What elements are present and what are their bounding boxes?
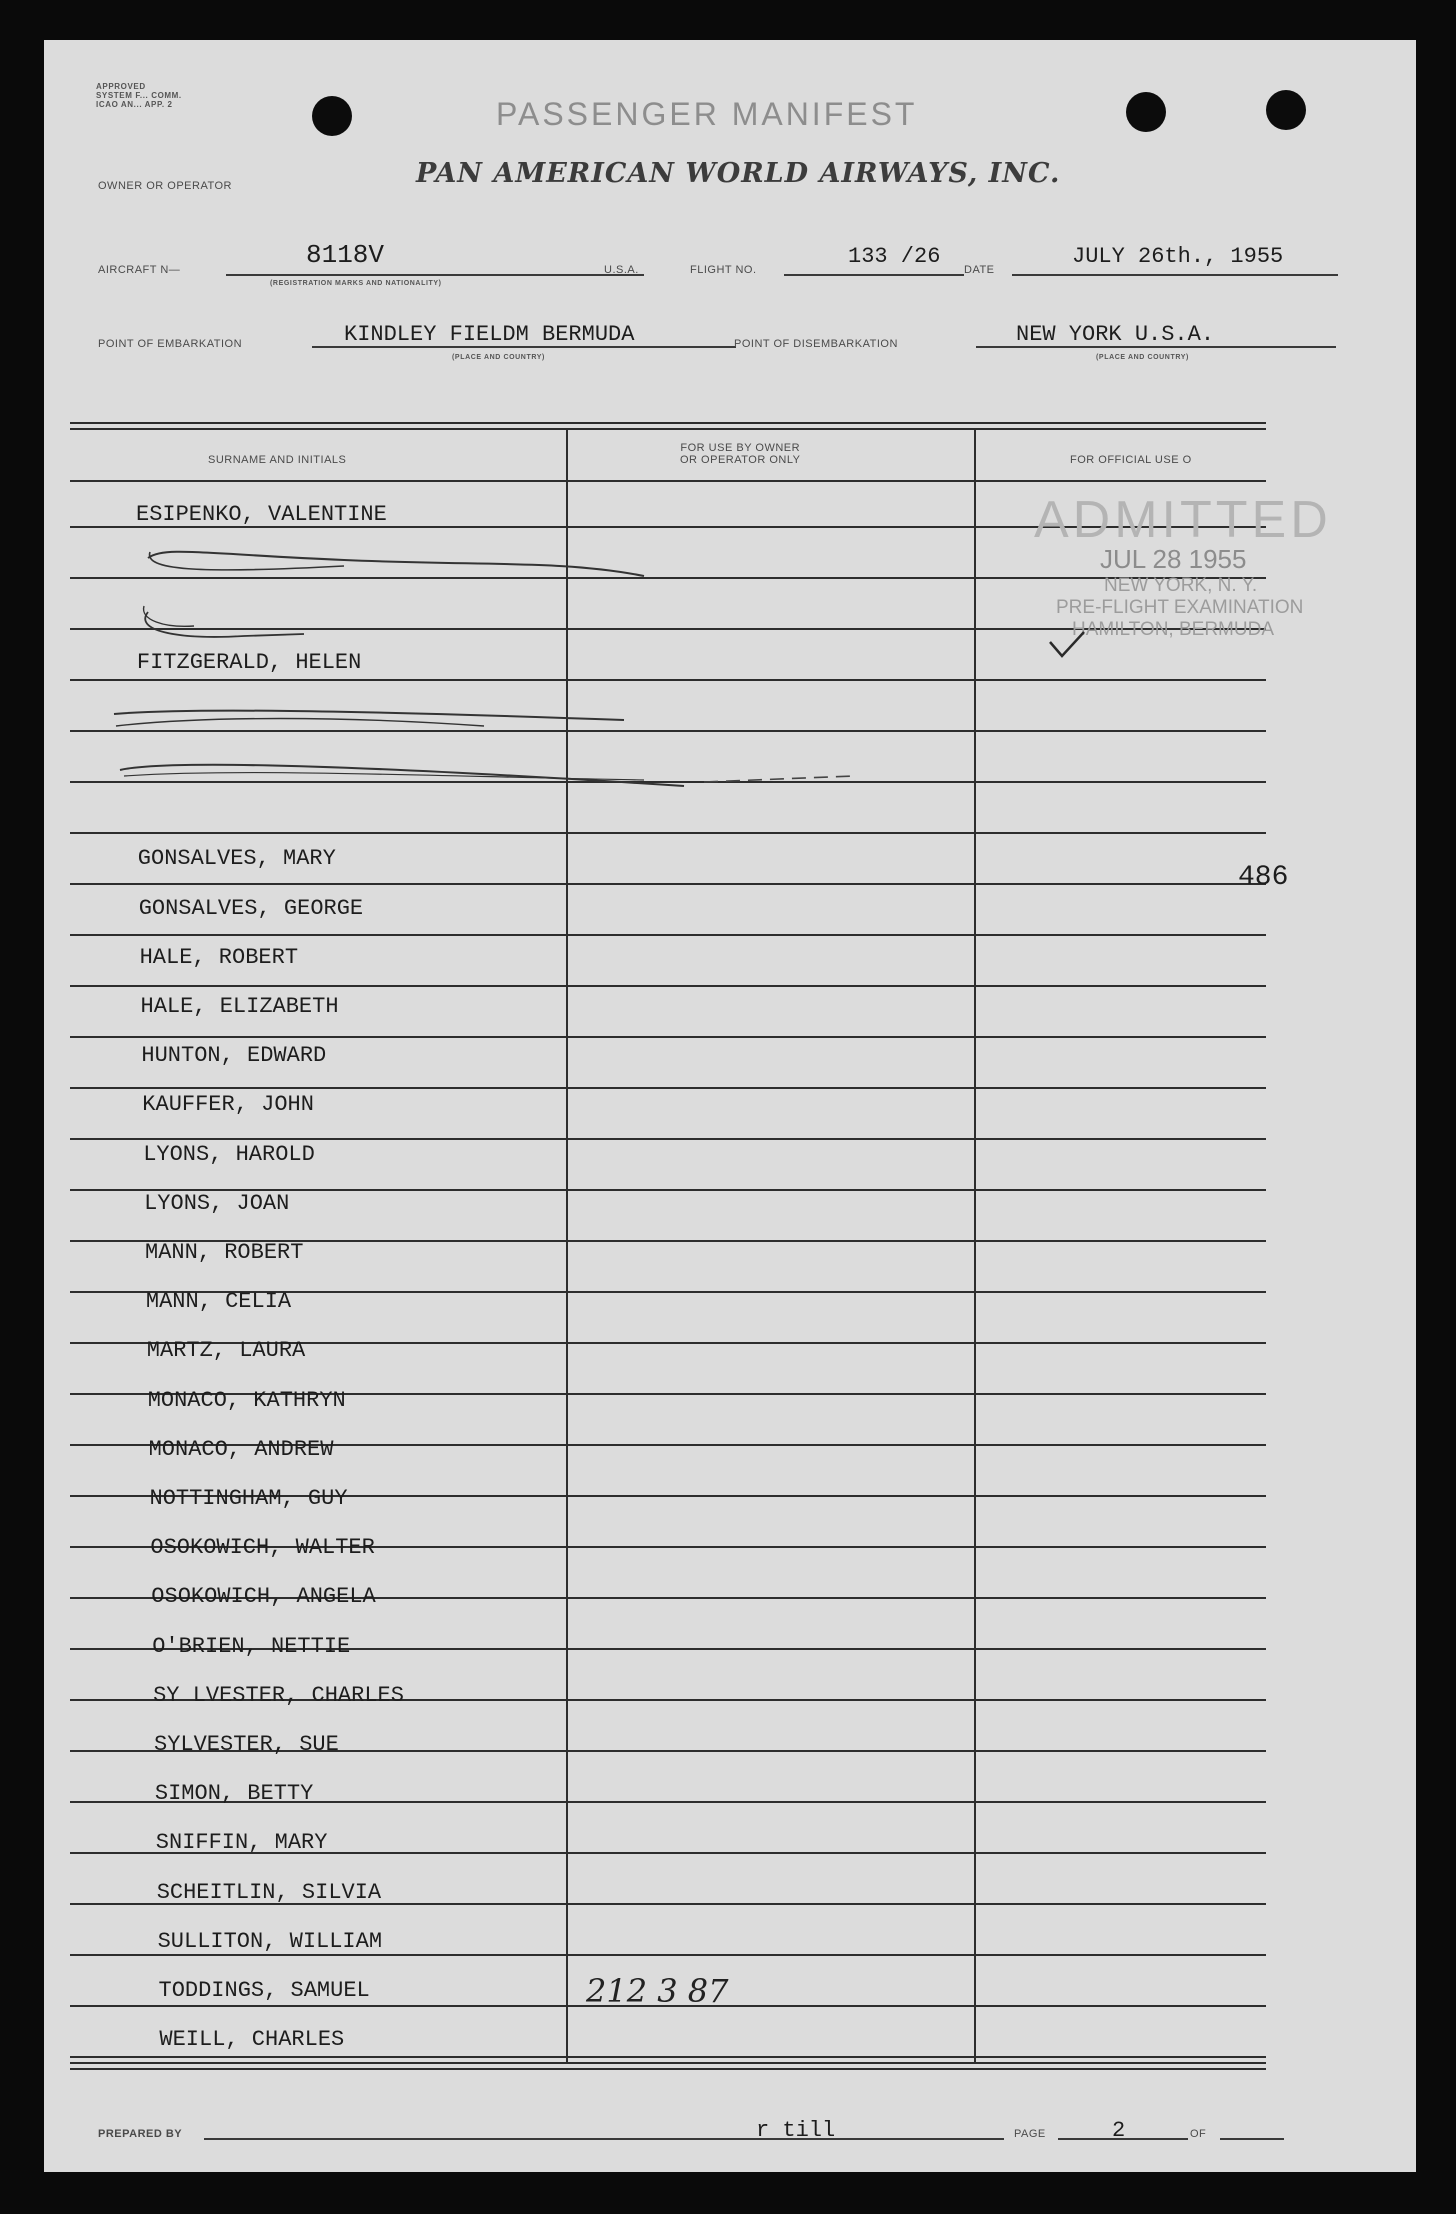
passenger-name: LYONS, HAROLD [143, 1141, 315, 1167]
aircraft-value: 8118V [306, 240, 385, 270]
stamp-exam: PRE-FLIGHT EXAMINATION [1056, 597, 1304, 618]
prepared-label: PREPARED BY [98, 2128, 183, 2140]
col-header-owner-use: FOR USE BY OWNER OR OPERATOR ONLY [680, 442, 801, 466]
page-value: 2 [1112, 2118, 1126, 2143]
disembark-value: NEW YORK U.S.A. [1016, 322, 1215, 347]
passenger-name: ESIPENKO, VALENTINE [136, 502, 387, 527]
passenger-name: SCHEITLIN, SILVIA [156, 1879, 382, 1905]
stamp-date: JUL 28 1955 [1100, 544, 1247, 574]
passenger-name: KAUFFER, JOHN [142, 1092, 314, 1118]
passenger-name: MANN, CELIA [145, 1289, 292, 1315]
date-value: JULY 26th., 1955 [1072, 244, 1284, 269]
embark-value: KINDLEY FIELDM BERMUDA [344, 322, 635, 347]
handwritten-note: 212 3 87 [586, 1972, 729, 2010]
passenger-name: NOTTINGHAM, GUY [149, 1486, 348, 1511]
of-underline [1220, 2138, 1284, 2140]
passenger-name: SYLVESTER, SUE [154, 1732, 339, 1757]
stamp-hamilton: HAMILTON, BERMUDA [1072, 619, 1274, 640]
prepared-underline [204, 2138, 1004, 2140]
form-title: PASSENGER MANIFEST [496, 96, 918, 132]
embark-note: (PLACE AND COUNTRY) [452, 354, 545, 361]
manifest-sheet [44, 40, 1416, 2172]
passenger-name: HUNTON, EDWARD [141, 1043, 327, 1069]
aircraft-label: AIRCRAFT N— [98, 264, 181, 276]
admission-stamp [990, 490, 1330, 641]
official-number: 486 [1238, 862, 1289, 893]
table-bottom-rule-2 [70, 2068, 1266, 2070]
page-label: PAGE [1014, 2128, 1046, 2140]
passenger-name: GONSALVES, MARY [137, 846, 336, 872]
usa-label: U.S.A. [604, 264, 639, 276]
passenger-name: OSOKOWICH, WALTER [150, 1535, 375, 1561]
passenger-name: O'BRIEN, NETTIE [152, 1633, 351, 1659]
of-label: OF [1190, 2128, 1207, 2140]
passenger-name: LYONS, JOAN [144, 1190, 290, 1216]
passenger-name: SY LVESTER, CHARLES [153, 1682, 404, 1708]
passenger-name: HALE, ELIZABETH [140, 994, 339, 1019]
check-mark-icon [1048, 630, 1088, 660]
passenger-name: OSOKOWICH, ANGELA [151, 1584, 376, 1610]
flight-label: FLIGHT NO. [690, 264, 757, 276]
stamp-admitted: ADMITTED [1034, 491, 1332, 549]
stamp-location: NEW YORK, N. Y. [1104, 575, 1258, 596]
passenger-name: WEILL, CHARLES [159, 2027, 345, 2053]
owner-label: OWNER OR OPERATOR [98, 180, 232, 192]
passenger-name: SNIFFIN, MARY [155, 1830, 328, 1856]
passenger-name: SIMON, BETTY [154, 1781, 314, 1807]
disembark-note: (PLACE AND COUNTRY) [1096, 354, 1189, 361]
passenger-name: TODDINGS, SAMUEL [158, 1978, 370, 2003]
prepared-value: r till [756, 2118, 836, 2143]
col-header-surname: SURNAME AND INITIALS [208, 454, 347, 466]
flight-value: 133 /26 [848, 244, 941, 269]
col-header-official-use: FOR OFFICIAL USE O [1070, 454, 1192, 466]
disembark-label: POINT OF DISEMBARKATION [734, 338, 898, 350]
date-label: DATE [964, 264, 995, 276]
passenger-name: SULLITON, WILLIAM [157, 1928, 383, 1954]
approval-note: APPROVED SYSTEM F... COMM. ICAO AN... APP. 2 [96, 82, 182, 109]
passenger-name: MARTZ, LAURA [146, 1338, 306, 1364]
embark-label: POINT OF EMBARKATION [98, 338, 243, 350]
passenger-name: MONACO, KATHRYN [147, 1387, 346, 1413]
table-bottom-rule-1 [70, 2062, 1266, 2064]
passenger-name: FITZGERALD, HELEN [136, 649, 362, 675]
passenger-name: MANN, ROBERT [145, 1240, 304, 1265]
owner-value: PAN AMERICAN WORLD AIRWAYS, INC. [416, 158, 1061, 189]
passenger-name: MONACO, ANDREW [148, 1436, 334, 1462]
registration-note: (REGISTRATION MARKS AND NATIONALITY) [270, 280, 442, 287]
crossed-out-entries [44, 40, 1416, 2172]
passenger-name: HALE, ROBERT [139, 944, 299, 970]
passenger-name: GONSALVES, GEORGE [138, 895, 364, 921]
